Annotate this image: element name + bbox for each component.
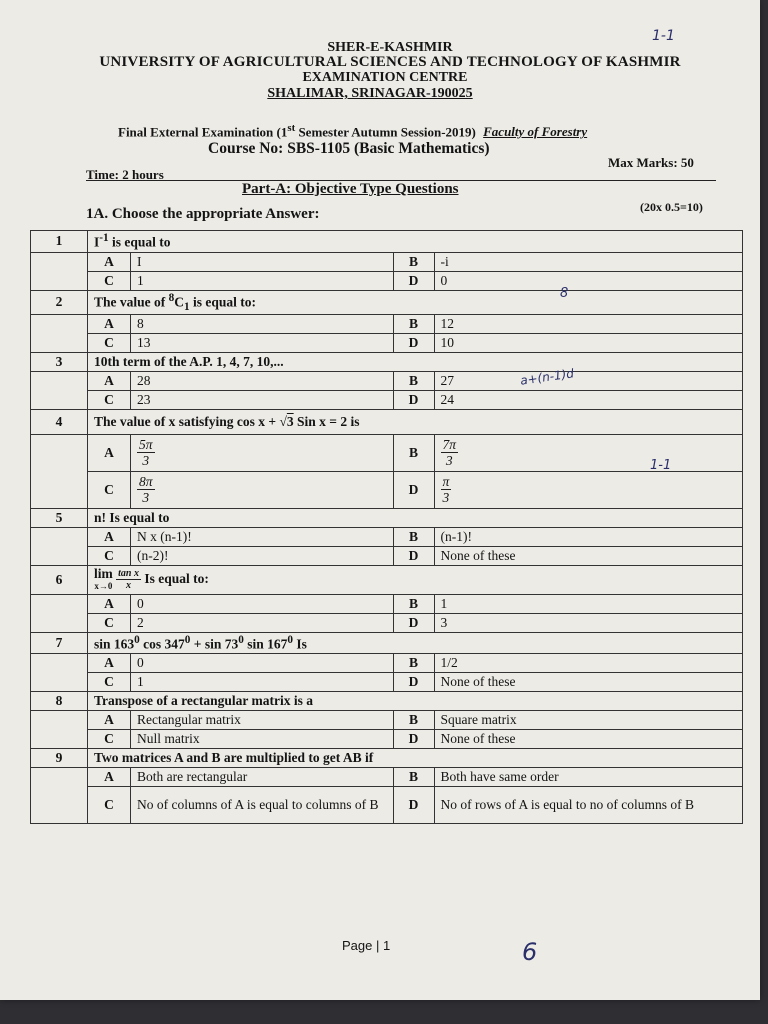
option-label: B [393, 654, 434, 673]
option-label: A [88, 594, 131, 613]
option-row [31, 252, 743, 271]
q2-pre: The value of [94, 294, 169, 309]
question-row [31, 231, 743, 253]
exam-title-sup: st [287, 122, 296, 134]
questions-table [30, 230, 743, 824]
handwritten-note: 1-1 [650, 458, 672, 473]
q2-sup: 8 [168, 291, 175, 304]
time-allowed: Time: 2 hours [86, 167, 164, 182]
university-name-line2: UNIVERSITY OF AGRICULTURAL SCIENCES AND TECHNOLOGY OF KASHMIR [99, 54, 681, 70]
option-label: C [88, 730, 131, 749]
option-row [31, 314, 743, 333]
option-row [31, 673, 743, 692]
option-label: B [393, 314, 434, 333]
max-marks: Max Marks: 50 [608, 155, 694, 170]
q4-text-post: Sin x = 2 is [293, 413, 360, 429]
q7-p1: sin 163 [94, 636, 135, 652]
frac-den: 3 [142, 453, 150, 469]
option-row [31, 546, 743, 565]
option-label: A [88, 527, 131, 546]
exam-title [118, 122, 587, 140]
frac-num: π [442, 474, 450, 490]
option-value: Square matrix [434, 711, 742, 730]
handwritten-note: 1-1 [652, 28, 675, 44]
option-row [31, 434, 743, 471]
handwritten-note: a+(n-1)d [519, 366, 575, 388]
option-label: B [393, 371, 434, 390]
option-value: Both have same order [434, 768, 742, 787]
option-label: B [393, 527, 434, 546]
question-row [31, 290, 743, 314]
frac-den: 3 [445, 453, 453, 469]
option-value: None of these [434, 730, 742, 749]
sqrt-symbol: √ [279, 413, 287, 429]
frac-den: 3 [142, 490, 150, 506]
option-value: 0 [131, 654, 394, 673]
university-name-line1: SHER-E-KASHMIR [327, 40, 453, 55]
option-label: D [393, 546, 434, 565]
q2-post: is equal to: [189, 294, 257, 309]
option-value: Rectangular matrix [131, 711, 394, 730]
option-label: D [393, 730, 434, 749]
option-label: D [393, 673, 434, 692]
q7-p5: Is [293, 636, 307, 652]
option-label: C [88, 673, 131, 692]
option-label: A [88, 654, 131, 673]
frac-den: x [126, 580, 132, 592]
handwritten-note: 8 [560, 286, 569, 301]
option-label: A [88, 252, 131, 271]
option-value: 1 [131, 271, 394, 290]
section-title: 1A. Choose the appropriate Answer: [86, 206, 320, 222]
option-value: 2 [131, 613, 394, 632]
question-text: Transpose of a rectangular matrix is a [88, 692, 743, 711]
fraction [137, 474, 155, 505]
option-label: D [393, 390, 434, 409]
course-number: Course No: SBS-1105 (Basic Mathematics) [208, 140, 490, 157]
option-label: B [393, 252, 434, 271]
option-row [31, 271, 743, 290]
option-row [31, 333, 743, 352]
exam-centre: EXAMINATION CENTRE [302, 70, 468, 85]
q7-p2: cos 347 [139, 636, 185, 652]
marks-scheme: (20x 0.5=10) [640, 200, 703, 214]
option-label: B [393, 768, 434, 787]
option-value: (n-2)! [131, 546, 394, 565]
option-value: Null matrix [131, 730, 394, 749]
question-row [31, 749, 743, 768]
option-value [434, 471, 742, 508]
question-row [31, 565, 743, 594]
page-footer: Page | 1 [342, 938, 391, 953]
degree: 0 [238, 633, 244, 646]
option-value: No of rows of A is equal to no of columns of B [434, 787, 742, 824]
option-value: 24 [434, 390, 742, 409]
option-row [31, 768, 743, 787]
question-text [88, 409, 743, 434]
option-row [31, 730, 743, 749]
option-value: 1/2 [434, 654, 742, 673]
question-number: 3 [31, 352, 88, 371]
address: SHALIMAR, SRINAGAR-190025 [267, 86, 473, 101]
fraction [116, 568, 141, 591]
option-label: B [393, 711, 434, 730]
option-row [31, 471, 743, 508]
option-row [31, 527, 743, 546]
option-row [31, 787, 743, 824]
option-value: -i [434, 252, 742, 271]
degree: 0 [287, 633, 293, 646]
question-number: 9 [31, 749, 88, 768]
question-text [88, 565, 743, 594]
question-number: 6 [31, 565, 88, 594]
option-label: A [88, 371, 131, 390]
question-text [88, 290, 743, 314]
option-value: 0 [131, 594, 394, 613]
exam-title-post: Semester Autumn Session-2019) [295, 124, 476, 140]
q2-sub: 1 [184, 300, 190, 313]
option-label: A [88, 768, 131, 787]
question-number: 5 [31, 508, 88, 527]
option-value [131, 471, 394, 508]
q4-root: 3 [286, 413, 294, 429]
option-value [131, 434, 394, 471]
q2-mid: C [174, 294, 185, 309]
option-label: C [88, 787, 131, 824]
option-value: No of columns of A is equal to columns of B [131, 787, 394, 824]
frac-num: 5π [139, 437, 153, 453]
question-row [31, 632, 743, 654]
option-value: 3 [434, 613, 742, 632]
exam-title-pre: Final External Examination (1 [118, 124, 288, 140]
option-value: (n-1)! [434, 527, 742, 546]
option-value: I [131, 252, 394, 271]
question-text: n! Is equal to [88, 508, 743, 527]
option-value: None of these [434, 673, 742, 692]
q4-text-pre: The value of x satisfying cos x + [94, 413, 280, 429]
option-label: C [88, 271, 131, 290]
limit [94, 565, 113, 592]
option-value: 0 [434, 271, 742, 290]
option-label: C [88, 613, 131, 632]
option-value [434, 434, 742, 471]
option-label: B [393, 594, 434, 613]
question-row [31, 352, 743, 371]
option-label: D [393, 471, 434, 508]
question-number: 1 [31, 231, 88, 253]
option-value: 13 [131, 333, 394, 352]
option-value: 1 [131, 673, 394, 692]
fraction [137, 437, 155, 468]
option-value: N x (n-1)! [131, 527, 394, 546]
option-row [31, 371, 743, 390]
option-value: Both are rectangular [131, 768, 394, 787]
option-label: C [88, 471, 131, 508]
option-value: 1 [434, 594, 742, 613]
question-text [88, 231, 743, 253]
question-text: 10th term of the A.P. 1, 4, 7, 10,... [88, 352, 743, 371]
degree: 0 [184, 633, 191, 646]
question-number: 8 [31, 692, 88, 711]
option-label: A [88, 711, 131, 730]
option-value: None of these [434, 546, 742, 565]
option-value: 10 [434, 333, 742, 352]
option-row [31, 613, 743, 632]
question-text [88, 632, 743, 654]
option-label: C [88, 333, 131, 352]
option-label: A [88, 434, 131, 471]
part-title: Part-A: Objective Type Questions [242, 181, 459, 197]
question-row [31, 692, 743, 711]
lim-sub: x→0 [94, 580, 113, 591]
handwritten-note: 6 [522, 938, 538, 966]
fraction [441, 474, 452, 505]
question-number: 2 [31, 290, 88, 314]
option-label: D [393, 787, 434, 824]
option-label: C [88, 390, 131, 409]
option-label: A [88, 314, 131, 333]
option-value: 12 [434, 314, 742, 333]
option-label: D [393, 271, 434, 290]
frac-num: 8π [139, 474, 153, 490]
question-text: Two matrices A and B are multiplied to get AB if [88, 749, 743, 768]
q1-sup: -1 [99, 232, 109, 244]
question-row [31, 508, 743, 527]
q7-p3: + sin 73 [190, 636, 239, 652]
q1-post: is equal to [108, 234, 171, 250]
question-number: 7 [31, 632, 88, 654]
q1-pre: I [94, 234, 100, 250]
option-label: D [393, 333, 434, 352]
option-row [31, 711, 743, 730]
option-row [31, 390, 743, 409]
degree: 0 [134, 633, 140, 646]
option-value: 8 [131, 314, 394, 333]
frac-den: 3 [442, 490, 450, 506]
q6-text: Is equal to: [144, 570, 209, 586]
frac-num: tan x [118, 568, 139, 580]
option-value: 28 [131, 371, 394, 390]
option-row [31, 654, 743, 673]
lim-word: lim [94, 565, 113, 581]
option-value: 27 [434, 371, 742, 390]
option-label: C [88, 546, 131, 565]
faculty: Faculty of Forestry [483, 124, 588, 140]
q7-p4: sin 167 [243, 636, 288, 652]
option-label: B [393, 434, 434, 471]
question-row [31, 409, 743, 434]
option-row [31, 594, 743, 613]
question-number: 4 [31, 409, 88, 434]
option-label: D [393, 613, 434, 632]
fraction [441, 437, 459, 468]
option-value: 23 [131, 390, 394, 409]
frac-num: 7π [442, 437, 457, 453]
